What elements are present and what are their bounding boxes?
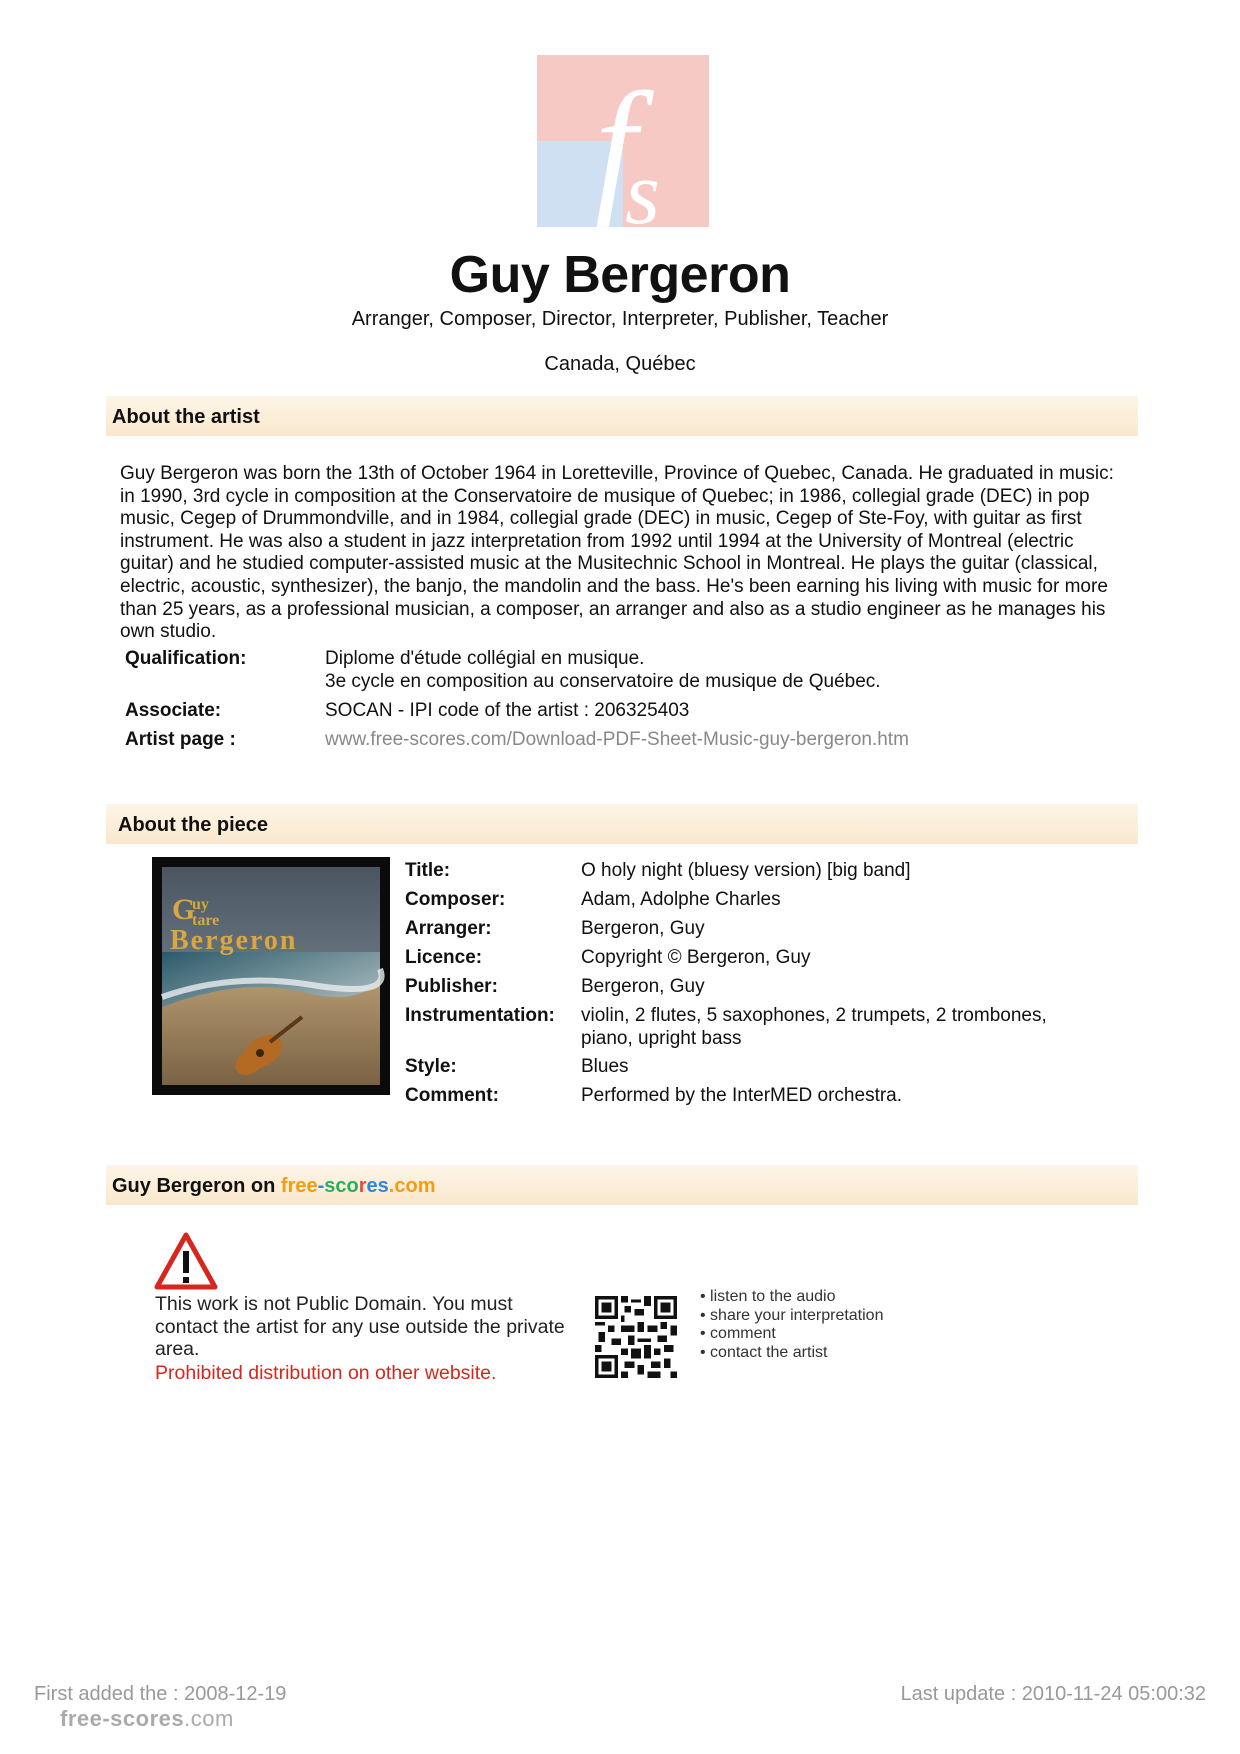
- composer-label: Composer:: [405, 889, 506, 910]
- cover-text-1: uy: [192, 896, 209, 913]
- album-cover-image: [152, 857, 390, 1095]
- feature-contact-artist: • contact the artist: [700, 1344, 883, 1363]
- licence-value: Copyright © Bergeron, Guy: [581, 947, 811, 968]
- section-title: About the artist: [112, 406, 260, 428]
- brand-part-com: .com: [388, 1175, 436, 1197]
- svg-text:s: s: [625, 144, 661, 227]
- associate-value: SOCAN - IPI code of the artist : 206325403: [325, 700, 690, 721]
- composer-value: Adam, Adolphe Charles: [581, 889, 781, 910]
- feature-share-interpretation: • share your interpretation: [700, 1307, 883, 1326]
- qualification-value-2: 3e cycle en composition au conservatoire de musique de Québec.: [325, 671, 881, 692]
- last-update-date: Last update : 2010-11-24 05:00:32: [900, 1683, 1206, 1705]
- cover-text-2: tare: [192, 912, 220, 929]
- publisher-label: Publisher:: [405, 976, 498, 997]
- associate-label: Associate:: [125, 700, 222, 721]
- comment-value: Performed by the InterMED orchestra.: [581, 1085, 903, 1106]
- first-added-date: First added the : 2008-12-19: [34, 1683, 287, 1705]
- artist-location: Canada, Québec: [544, 353, 696, 375]
- instrumentation-label: Instrumentation:: [405, 1005, 555, 1026]
- style-value: Blues: [581, 1056, 629, 1077]
- piece-title-label: Title:: [405, 860, 451, 881]
- style-label: Style:: [405, 1056, 457, 1077]
- footer-logo: [60, 1706, 234, 1732]
- site-features-list: [700, 1288, 883, 1362]
- svg-text:f: f: [595, 62, 637, 227]
- qualification-label: Qualification:: [125, 648, 247, 669]
- on-site-header: [106, 1165, 1138, 1205]
- artist-name: Guy Bergeron: [449, 246, 791, 304]
- section-title: About the piece: [118, 814, 269, 836]
- qualification-value-1: Diplome d'étude collégial en musique.: [325, 648, 645, 669]
- warning-icon: [154, 1232, 218, 1290]
- cover-text-3: Bergeron: [170, 925, 298, 956]
- section-title: [112, 1175, 435, 1198]
- prohibited-distribution-notice: Prohibited distribution on other website.: [155, 1362, 497, 1384]
- on-site-prefix: Guy Bergeron on: [112, 1175, 281, 1197]
- qr-code-icon[interactable]: [595, 1296, 677, 1378]
- licence-label: Licence:: [405, 947, 483, 968]
- piece-title-value: O holy night (bluesy version) [big band]: [581, 860, 911, 881]
- instrumentation-value-2: piano, upright bass: [581, 1028, 742, 1049]
- brand-part-dash: -: [317, 1175, 325, 1197]
- arranger-value: Bergeron, Guy: [581, 918, 705, 939]
- brand-part-r: r: [358, 1175, 367, 1197]
- artist-page-link[interactable]: www.free-scores.com/Download-PDF-Sheet-Music-guy-bergeron.htm: [325, 729, 909, 750]
- not-public-domain-notice: This work is not Public Domain. You must contact the artist for any use outside the private area.: [155, 1293, 565, 1360]
- footer-logo-main: free-scores: [60, 1706, 185, 1731]
- artist-bio: Guy Bergeron was born the 13th of October 1964 in Loretteville, Province of Quebec, Canada. He graduated in music: in 1990, 3rd cycle in composition at the Conservatoire de musique of Quebec; in 1986, collegial grade (DEC) in pop music, Cegep of Drummondville, and in 1984, collegial grade (DEC) in music, Cegep of Ste-Foy, with guitar as first instrument. He was also a student in jazz interpretation from 1992 until 1994 at the University of Montreal (electric guitar) and he studied computer-assisted music at the Musitechnic School in Montreal. He plays the guitar (classical, electric, acoustic, synthesizer), the banjo, the mandolin and the bass. He's been earning his living with music for more than 25 years, as a professional musician, a composer, an arranger and also as a studio engineer as he manages his own studio.: [120, 463, 1114, 643]
- feature-listen-audio: • listen to the audio: [700, 1288, 883, 1307]
- feature-comment: • comment: [700, 1325, 883, 1344]
- cover-initial: G: [172, 893, 196, 926]
- footer-logo-suffix: .com: [184, 1706, 234, 1731]
- arranger-label: Arranger:: [405, 918, 492, 939]
- publisher-value: Bergeron, Guy: [581, 976, 705, 997]
- comment-label: Comment:: [405, 1085, 499, 1106]
- about-piece-header: [106, 804, 1138, 844]
- brand-part-sco: sco: [324, 1175, 359, 1197]
- free-scores-logo: [537, 55, 709, 227]
- artist-roles: Arranger, Composer, Director, Interpreter, Publisher, Teacher: [351, 308, 889, 330]
- brand-part-free: free: [280, 1175, 318, 1197]
- instrumentation-value-1: violin, 2 flutes, 5 saxophones, 2 trumpets, 2 trombones,: [581, 1005, 1047, 1026]
- brand-part-es: es: [366, 1175, 389, 1197]
- about-artist-header: [106, 396, 1138, 436]
- artist-page-label: Artist page :: [125, 729, 236, 750]
